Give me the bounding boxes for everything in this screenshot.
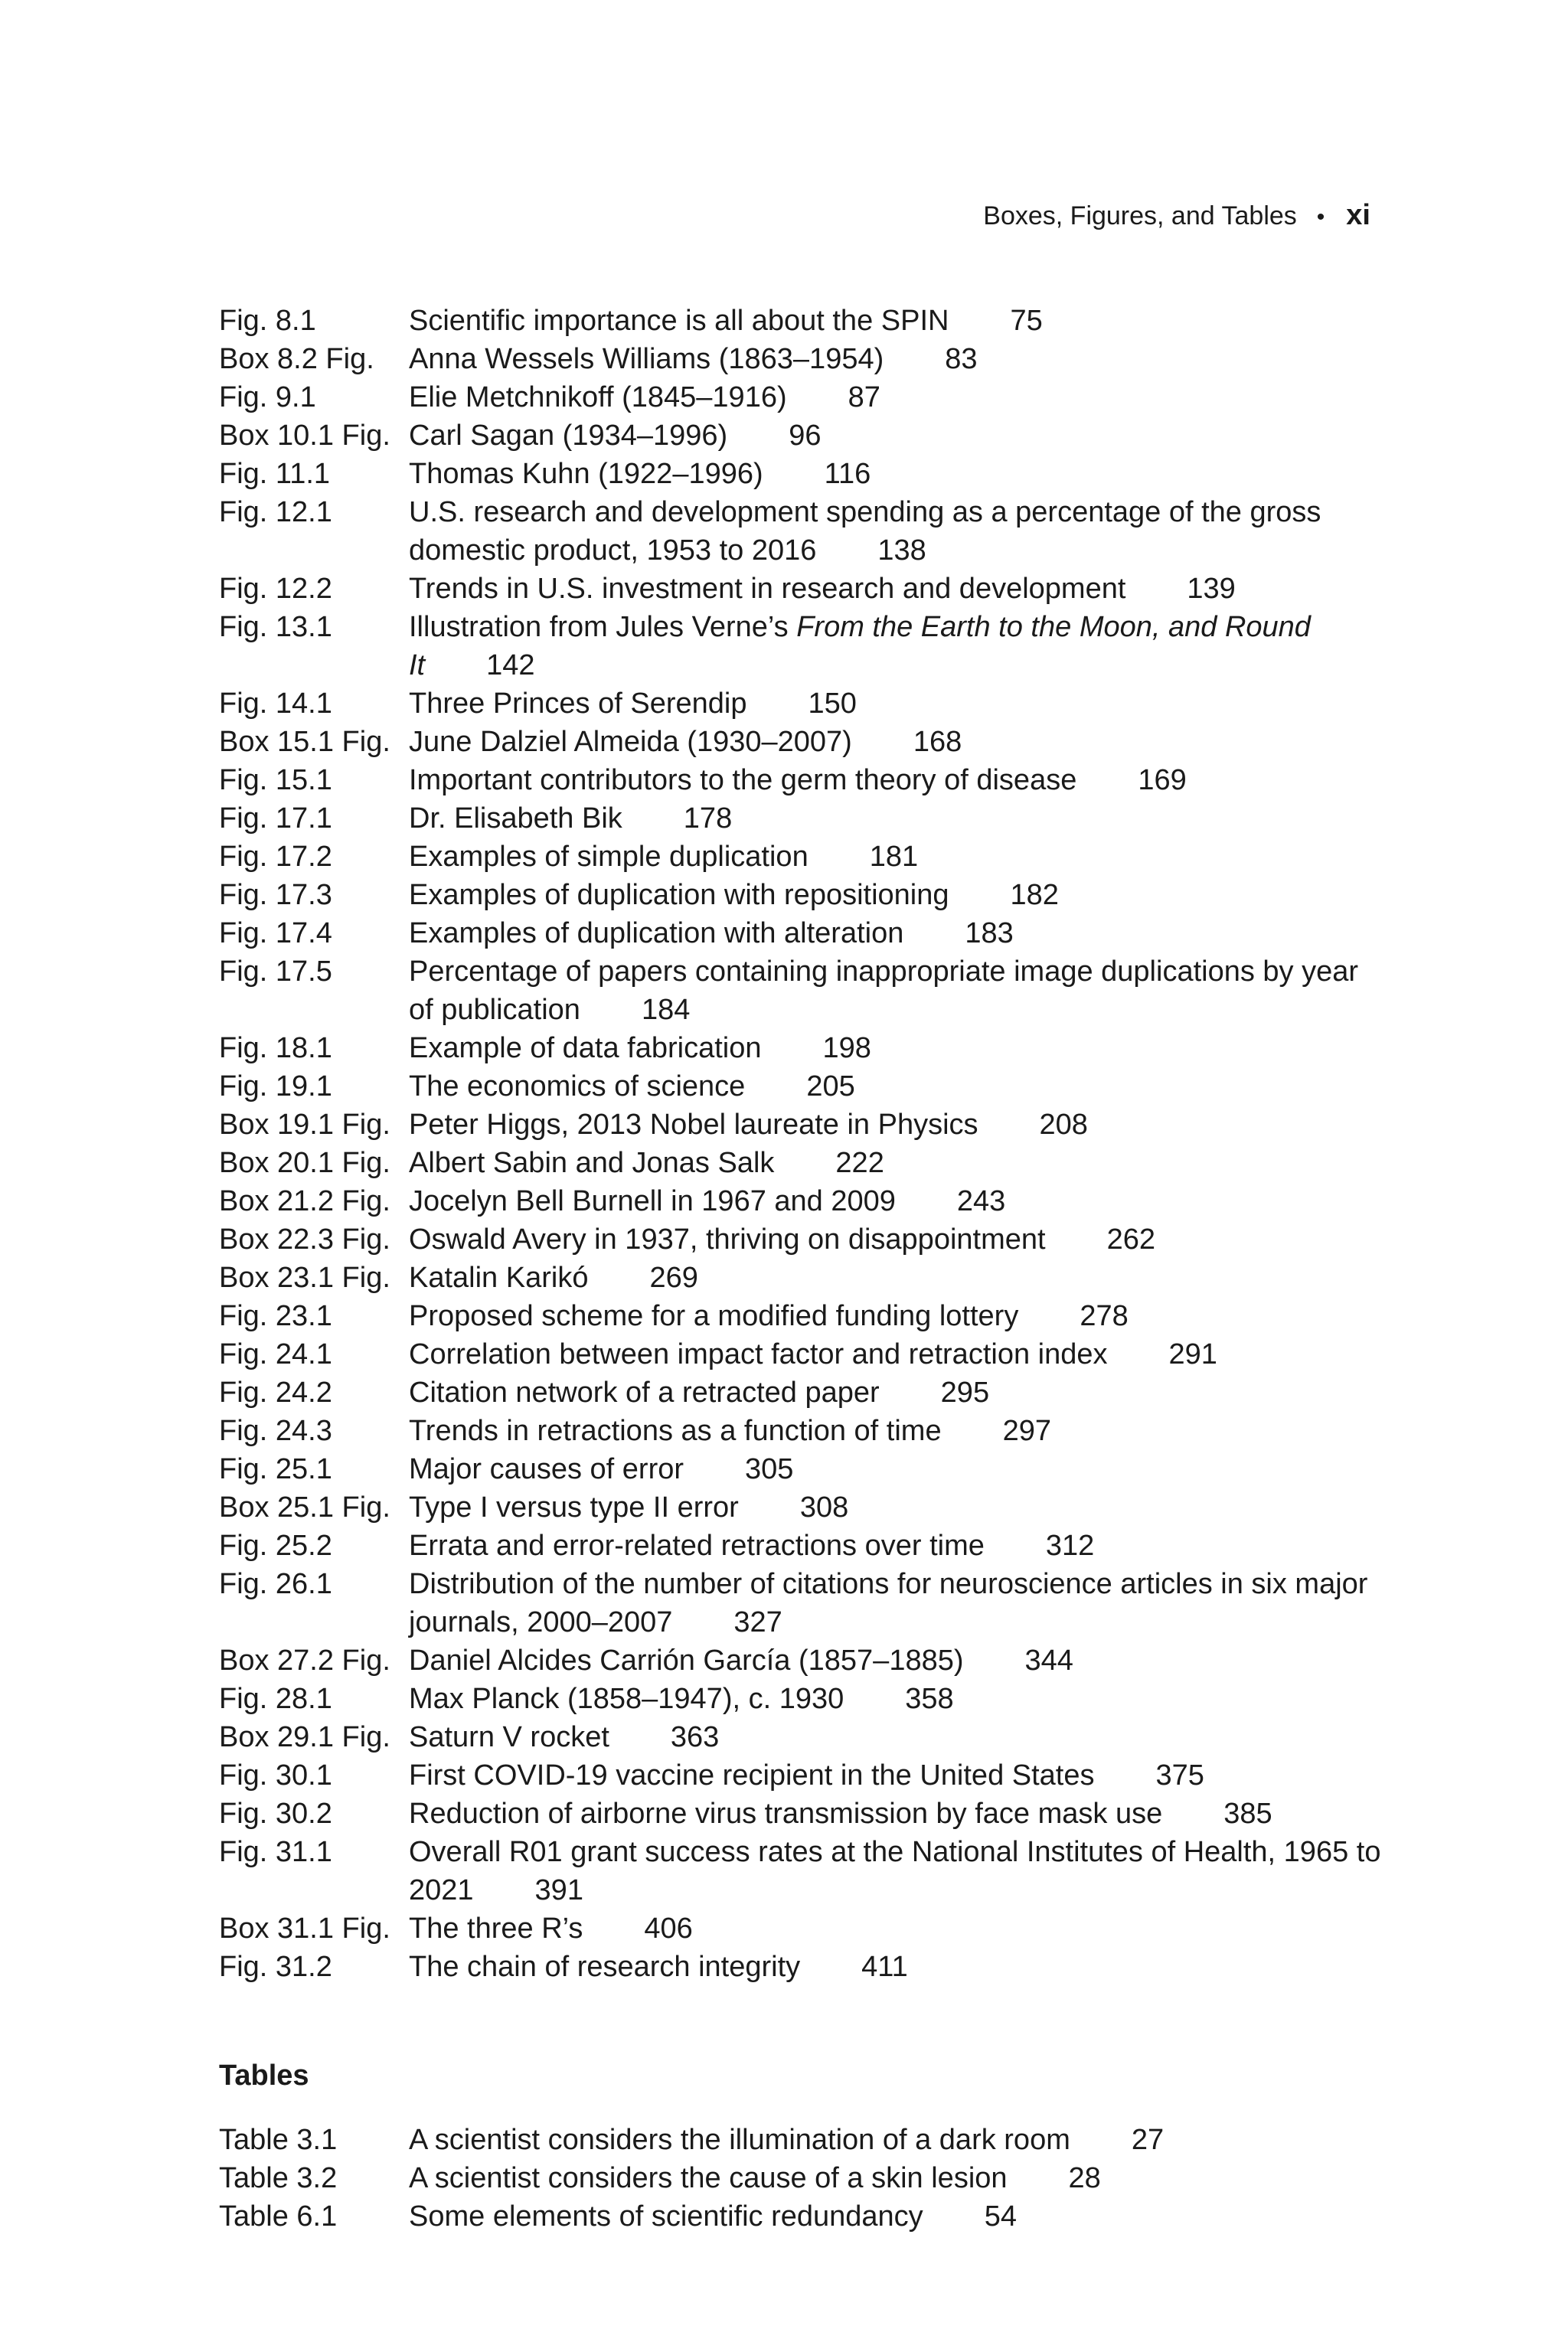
figure-entry bbox=[219, 1106, 1383, 1144]
entry-page-number: 198 bbox=[822, 1032, 871, 1064]
entry-description bbox=[409, 1220, 1383, 1259]
entry-page-number: 96 bbox=[789, 420, 822, 452]
entry-label: Fig. 17.2 bbox=[219, 841, 332, 873]
entry-text: Anna Wessels Williams (1863–1954) bbox=[409, 343, 884, 375]
entry-description bbox=[409, 340, 1383, 378]
entry-description bbox=[409, 1833, 1383, 1909]
entry-text: Katalin Karikó bbox=[409, 1262, 589, 1294]
entry-description bbox=[409, 1297, 1383, 1335]
entry-label: Fig. 30.2 bbox=[219, 1798, 332, 1830]
entry-description bbox=[409, 799, 1383, 838]
entry-text: Dr. Elisabeth Bik bbox=[409, 802, 622, 835]
entry-text: Reduction of airborne virus transmission by face mask use bbox=[409, 1798, 1163, 1830]
figure-entry bbox=[219, 1795, 1383, 1833]
entry-description bbox=[409, 761, 1383, 799]
figure-entry bbox=[219, 1565, 1383, 1642]
entry-label: Fig. 25.1 bbox=[219, 1453, 332, 1485]
entry-label: Fig. 26.1 bbox=[219, 1568, 332, 1600]
figure-entry bbox=[219, 761, 1383, 799]
table-entry bbox=[219, 2159, 1383, 2197]
entry-description bbox=[409, 1488, 1383, 1527]
entry-description bbox=[409, 570, 1383, 608]
entry-page-number: 312 bbox=[1045, 1530, 1095, 1562]
figure-entry bbox=[219, 570, 1383, 608]
entry-description bbox=[409, 1756, 1383, 1795]
figure-entry bbox=[219, 1527, 1383, 1565]
entry-text: Examples of duplication with repositioning bbox=[409, 879, 949, 911]
entry-page-number: 181 bbox=[869, 841, 919, 873]
entry-label: Fig. 17.1 bbox=[219, 802, 332, 835]
figure-entry bbox=[219, 799, 1383, 838]
entry-page-number: 75 bbox=[1010, 305, 1043, 337]
entry-label: Box 10.1 Fig. bbox=[219, 420, 390, 452]
figure-entry bbox=[219, 952, 1383, 1029]
entry-page-number: 27 bbox=[1131, 2124, 1165, 2156]
entry-description bbox=[409, 302, 1383, 340]
entry-page-number: 142 bbox=[486, 649, 535, 681]
page-number: xi bbox=[1346, 199, 1370, 231]
entry-page-number: 363 bbox=[670, 1721, 720, 1753]
figure-entry bbox=[219, 1297, 1383, 1335]
entry-description bbox=[409, 684, 1383, 723]
entry-description bbox=[409, 378, 1383, 416]
figure-entry bbox=[219, 1756, 1383, 1795]
entry-label: Fig. 15.1 bbox=[219, 764, 332, 796]
entry-description bbox=[409, 1335, 1383, 1374]
figures-list bbox=[219, 302, 1383, 1986]
entry-page-number: 297 bbox=[1002, 1415, 1051, 1447]
entry-page-number: 139 bbox=[1187, 573, 1236, 605]
entry-description bbox=[409, 1565, 1383, 1642]
entry-description bbox=[409, 1795, 1383, 1833]
entry-description bbox=[409, 416, 1383, 455]
entry-page-number: 305 bbox=[745, 1453, 794, 1485]
entry-description bbox=[409, 2121, 1383, 2159]
entry-text: The economics of science bbox=[409, 1070, 746, 1102]
entry-page-number: 358 bbox=[905, 1683, 954, 1715]
entry-label: Fig. 28.1 bbox=[219, 1683, 332, 1715]
figure-entry bbox=[219, 1144, 1383, 1182]
entry-page-number: 28 bbox=[1068, 2162, 1101, 2194]
figure-entry bbox=[219, 1642, 1383, 1680]
figure-entry bbox=[219, 684, 1383, 723]
running-head-title: Boxes, Figures, and Tables bbox=[983, 201, 1297, 230]
entry-page-number: 222 bbox=[835, 1147, 884, 1179]
entry-text: Percentage of papers containing inappropriate image duplications by year of publication bbox=[409, 956, 1359, 1026]
entry-label: Fig. 12.1 bbox=[219, 496, 332, 528]
figure-entry bbox=[219, 340, 1383, 378]
figure-entry bbox=[219, 838, 1383, 876]
entry-italic-title: From the Earth to the Moon, and Round It bbox=[409, 611, 1311, 681]
entry-text: Thomas Kuhn (1922–1996) bbox=[409, 458, 763, 490]
figure-entry bbox=[219, 1259, 1383, 1297]
running-head bbox=[983, 198, 1370, 235]
entry-page-number: 54 bbox=[984, 2200, 1017, 2233]
entry-page-number: 327 bbox=[733, 1606, 782, 1638]
entry-text: Daniel Alcides Carrión García (1857–1885) bbox=[409, 1645, 964, 1677]
entry-label: Fig. 17.5 bbox=[219, 956, 332, 988]
entry-page-number: 385 bbox=[1223, 1798, 1272, 1830]
entry-label: Table 6.1 bbox=[219, 2200, 338, 2233]
entry-text: Distribution of the number of citations for neuroscience articles in six major journals, 2000–2007 bbox=[409, 1568, 1368, 1638]
entry-page-number: 406 bbox=[644, 1913, 693, 1945]
figure-entry bbox=[219, 914, 1383, 952]
entry-description bbox=[409, 493, 1383, 570]
entry-text: Examples of simple duplication bbox=[409, 841, 808, 873]
entry-description bbox=[409, 1680, 1383, 1718]
entry-label: Fig. 31.1 bbox=[219, 1836, 332, 1868]
entry-label: Box 25.1 Fig. bbox=[219, 1491, 390, 1524]
figure-entry bbox=[219, 1909, 1383, 1948]
entry-label: Box 29.1 Fig. bbox=[219, 1721, 390, 1753]
entry-page-number: 278 bbox=[1080, 1300, 1129, 1332]
entry-text: Three Princes of Serendip bbox=[409, 688, 747, 720]
entry-page-number: 344 bbox=[1024, 1645, 1073, 1677]
entry-page-number: 138 bbox=[877, 534, 926, 567]
figure-entry bbox=[219, 1680, 1383, 1718]
entry-text: Important contributors to the germ theory of disease bbox=[409, 764, 1077, 796]
figure-entry bbox=[219, 302, 1383, 340]
entry-text: Carl Sagan (1934–1996) bbox=[409, 420, 728, 452]
entry-page-number: 243 bbox=[956, 1185, 1006, 1217]
figure-entry bbox=[219, 723, 1383, 761]
entry-description bbox=[409, 2197, 1383, 2236]
entry-text: Oswald Avery in 1937, thriving on disappointment bbox=[409, 1223, 1046, 1256]
entry-page-number: 182 bbox=[1010, 879, 1059, 911]
entry-text: Errata and error-related retractions over time bbox=[409, 1530, 985, 1562]
entry-text: Peter Higgs, 2013 Nobel laureate in Physics bbox=[409, 1109, 978, 1141]
entry-label: Fig. 24.3 bbox=[219, 1415, 332, 1447]
entry-label: Box 21.2 Fig. bbox=[219, 1185, 390, 1217]
entry-label: Fig. 30.1 bbox=[219, 1759, 332, 1792]
entry-page-number: 168 bbox=[913, 726, 962, 758]
figure-entry bbox=[219, 416, 1383, 455]
entry-text: A scientist considers the cause of a skin lesion bbox=[409, 2162, 1008, 2194]
entry-description bbox=[409, 1642, 1383, 1680]
entry-description bbox=[409, 1067, 1383, 1106]
entry-text: June Dalziel Almeida (1930–2007) bbox=[409, 726, 852, 758]
entry-page-number: 184 bbox=[641, 994, 691, 1026]
entry-label: Fig. 31.2 bbox=[219, 1951, 332, 1983]
entry-description bbox=[409, 914, 1383, 952]
entry-label: Fig. 9.1 bbox=[219, 381, 316, 413]
entry-description bbox=[409, 1259, 1383, 1297]
entry-label: Box 23.1 Fig. bbox=[219, 1262, 390, 1294]
figure-entry bbox=[219, 1412, 1383, 1450]
entry-description bbox=[409, 608, 1383, 684]
entry-label: Fig. 23.1 bbox=[219, 1300, 332, 1332]
figure-entry bbox=[219, 1833, 1383, 1909]
entry-label: Fig. 18.1 bbox=[219, 1032, 332, 1064]
entry-label: Fig. 17.3 bbox=[219, 879, 332, 911]
entry-text: Proposed scheme for a modified funding lottery bbox=[409, 1300, 1019, 1332]
figure-entry bbox=[219, 1029, 1383, 1067]
entry-text: Illustration from Jules Verne’s bbox=[409, 611, 789, 643]
figure-entry bbox=[219, 1182, 1383, 1220]
entry-page-number: 208 bbox=[1039, 1109, 1088, 1141]
entry-description bbox=[409, 838, 1383, 876]
entry-label: Box 20.1 Fig. bbox=[219, 1147, 390, 1179]
entry-label: Box 27.2 Fig. bbox=[219, 1645, 390, 1677]
entry-description bbox=[409, 1718, 1383, 1756]
entry-description bbox=[409, 1106, 1383, 1144]
entry-label: Fig. 25.2 bbox=[219, 1530, 332, 1562]
table-entry bbox=[219, 2197, 1383, 2236]
entry-page-number: 375 bbox=[1155, 1759, 1204, 1792]
entry-label: Box 8.2 Fig. bbox=[219, 343, 374, 375]
running-head-bullet: • bbox=[1316, 204, 1325, 230]
entry-label: Fig. 19.1 bbox=[219, 1070, 332, 1102]
entry-page-number: 205 bbox=[806, 1070, 855, 1102]
entry-page-number: 178 bbox=[683, 802, 733, 835]
entry-label: Fig. 14.1 bbox=[219, 688, 332, 720]
entry-page-number: 150 bbox=[808, 688, 857, 720]
entry-description bbox=[409, 1374, 1383, 1412]
entry-label: Table 3.1 bbox=[219, 2124, 338, 2156]
table-entry bbox=[219, 2121, 1383, 2159]
entry-page-number: 169 bbox=[1138, 764, 1187, 796]
entry-description bbox=[409, 1144, 1383, 1182]
entry-page-number: 391 bbox=[534, 1874, 583, 1906]
entry-label: Table 3.2 bbox=[219, 2162, 338, 2194]
entry-text: First COVID-19 vaccine recipient in the United States bbox=[409, 1759, 1095, 1792]
figure-entry bbox=[219, 493, 1383, 570]
entry-text: Some elements of scientific redundancy bbox=[409, 2200, 923, 2233]
entry-text: Saturn V rocket bbox=[409, 1721, 609, 1753]
entry-text: Correlation between impact factor and retraction index bbox=[409, 1338, 1108, 1370]
figure-entry bbox=[219, 1220, 1383, 1259]
entry-text: Max Planck (1858–1947), c. 1930 bbox=[409, 1683, 844, 1715]
entry-text: Type I versus type II error bbox=[409, 1491, 739, 1524]
entry-page-number: 183 bbox=[965, 917, 1014, 949]
entry-page-number: 87 bbox=[848, 381, 880, 413]
entry-label: Fig. 11.1 bbox=[219, 458, 331, 490]
entry-label: Fig. 24.1 bbox=[219, 1338, 332, 1370]
tables-heading: Tables bbox=[219, 2060, 309, 2092]
entry-page-number: 262 bbox=[1106, 1223, 1155, 1256]
entry-text: Trends in U.S. investment in research and development bbox=[409, 573, 1126, 605]
entry-text: Scientific importance is all about the SPIN bbox=[409, 305, 949, 337]
entry-description bbox=[409, 876, 1383, 914]
entry-description bbox=[409, 1029, 1383, 1067]
figure-entry bbox=[219, 608, 1383, 684]
entry-text: A scientist considers the illumination of a dark room bbox=[409, 2124, 1070, 2156]
entry-text: The three R’s bbox=[409, 1913, 583, 1945]
entry-description bbox=[409, 1412, 1383, 1450]
entry-label: Box 22.3 Fig. bbox=[219, 1223, 390, 1256]
entry-text: Examples of duplication with alteration bbox=[409, 917, 904, 949]
entry-label: Fig. 24.2 bbox=[219, 1377, 332, 1409]
entry-label: Box 15.1 Fig. bbox=[219, 726, 390, 758]
entry-description bbox=[409, 952, 1383, 1029]
figure-entry bbox=[219, 455, 1383, 493]
figure-entry bbox=[219, 1948, 1383, 1986]
entry-page-number: 308 bbox=[799, 1491, 849, 1524]
entry-description bbox=[409, 1948, 1383, 1986]
entry-page-number: 116 bbox=[824, 458, 871, 490]
entry-text: Major causes of error bbox=[409, 1453, 684, 1485]
entry-text: U.S. research and development spending as a percentage of the gross domestic product, 1953 to 2016 bbox=[409, 496, 1321, 567]
entry-text: Elie Metchnikoff (1845–1916) bbox=[409, 381, 787, 413]
entry-text: Example of data fabrication bbox=[409, 1032, 762, 1064]
entry-label: Fig. 17.4 bbox=[219, 917, 332, 949]
entry-description bbox=[409, 2159, 1383, 2197]
entry-page-number: 291 bbox=[1168, 1338, 1217, 1370]
entry-description bbox=[409, 1909, 1383, 1948]
entry-text: Citation network of a retracted paper bbox=[409, 1377, 880, 1409]
entry-text: Trends in retractions as a function of time bbox=[409, 1415, 942, 1447]
figure-entry bbox=[219, 1335, 1383, 1374]
entry-description bbox=[409, 1182, 1383, 1220]
entry-text: Albert Sabin and Jonas Salk bbox=[409, 1147, 775, 1179]
figure-entry bbox=[219, 1067, 1383, 1106]
entry-page-number: 295 bbox=[940, 1377, 990, 1409]
figure-entry bbox=[219, 1374, 1383, 1412]
entry-text: The chain of research integrity bbox=[409, 1951, 801, 1983]
entry-label: Fig. 13.1 bbox=[219, 611, 332, 643]
entry-page-number: 411 bbox=[861, 1951, 908, 1983]
figure-entry bbox=[219, 1488, 1383, 1527]
tables-list bbox=[219, 2121, 1383, 2236]
entry-description bbox=[409, 455, 1383, 493]
figure-entry bbox=[219, 876, 1383, 914]
entry-description bbox=[409, 1450, 1383, 1488]
figure-entry bbox=[219, 1450, 1383, 1488]
figure-entry bbox=[219, 1718, 1383, 1756]
entry-text: Jocelyn Bell Burnell in 1967 and 2009 bbox=[409, 1185, 896, 1217]
entry-label: Box 19.1 Fig. bbox=[219, 1109, 390, 1141]
entry-text: Overall R01 grant success rates at the National Institutes of Health, 1965 to 2021 bbox=[409, 1836, 1381, 1906]
entry-label: Fig. 8.1 bbox=[219, 305, 316, 337]
entry-description bbox=[409, 1527, 1383, 1565]
entry-description bbox=[409, 723, 1383, 761]
figure-entry bbox=[219, 378, 1383, 416]
entry-label: Fig. 12.2 bbox=[219, 573, 332, 605]
entry-page-number: 269 bbox=[649, 1262, 698, 1294]
entry-label: Box 31.1 Fig. bbox=[219, 1913, 390, 1945]
entry-page-number: 83 bbox=[945, 343, 978, 375]
